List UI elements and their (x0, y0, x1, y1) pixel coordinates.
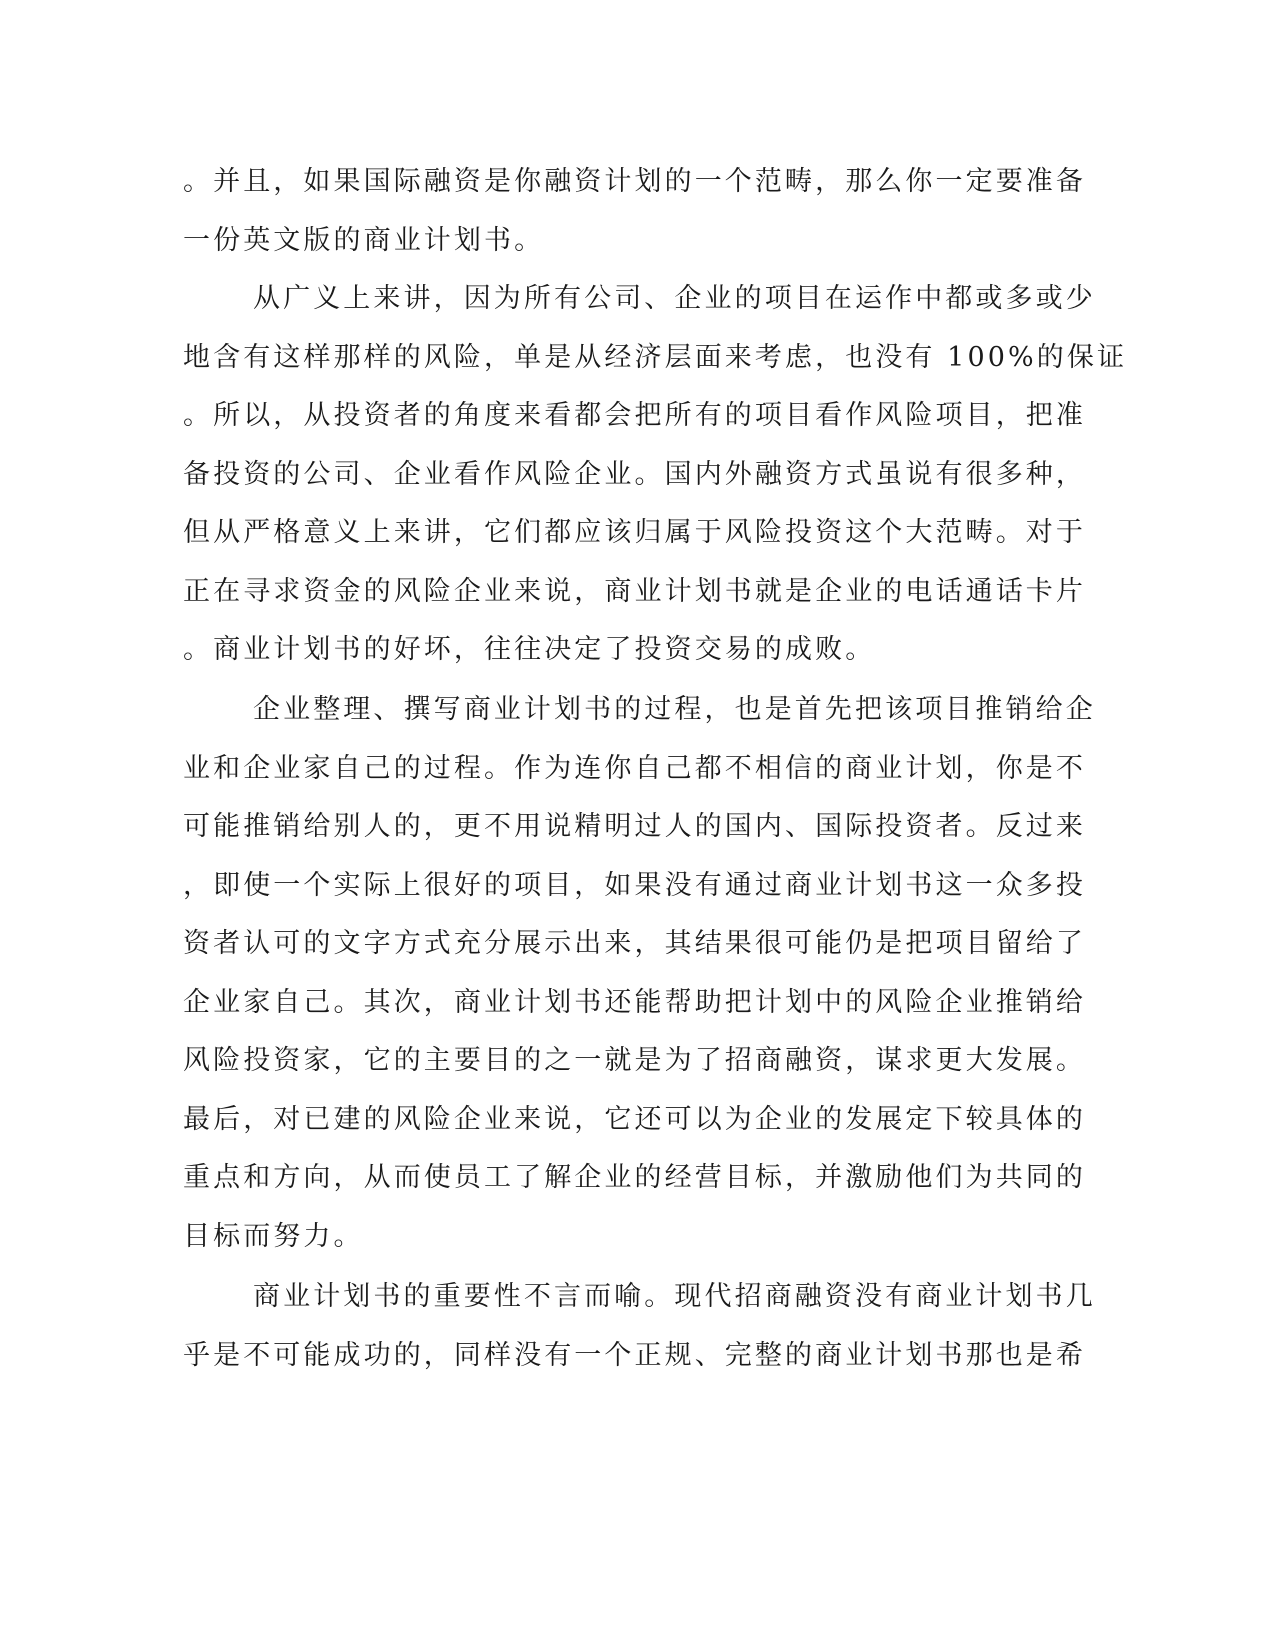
text-line: 。商业计划书的好坏，往往决定了投资交易的成败。 (183, 634, 876, 665)
paragraph-start-line: 商业计划书的重要性不言而喻。现代招商融资没有商业计划书几 (253, 1281, 1096, 1312)
text-line: 企业家自己。其次，商业计划书还能帮助把计划中的风险企业推销给 (183, 987, 1086, 1018)
text-line: 重点和方向，从而使员工了解企业的经营目标，并激励他们为共同的 (183, 1162, 1086, 1193)
text-line: ，即使一个实际上很好的项目，如果没有通过商业计划书这一众多投 (183, 870, 1086, 901)
text-line: 业和企业家自己的过程。作为连你自己都不相信的商业计划，你是不 (183, 753, 1086, 784)
text-line: 备投资的公司、企业看作风险企业。国内外融资方式虽说有很多种， (183, 459, 1086, 490)
text-line: 正在寻求资金的风险企业来说，商业计划书就是企业的电话通话卡片 (183, 576, 1086, 607)
text-line: 目标而努力。 (183, 1221, 364, 1252)
text-line: 。并且，如果国际融资是你融资计划的一个范畴，那么你一定要准备 (183, 166, 1086, 197)
text-line: 最后，对已建的风险企业来说，它还可以为企业的发展定下较具体的 (183, 1104, 1086, 1135)
text-line: 风险投资家，它的主要目的之一就是为了招商融资，谋求更大发展。 (183, 1045, 1086, 1076)
paragraph-start-line: 企业整理、撰写商业计划书的过程，也是首先把该项目推销给企 (253, 694, 1096, 725)
text-line: 乎是不可能成功的，同样没有一个正规、完整的商业计划书那也是希 (183, 1340, 1086, 1371)
paragraph-start-line: 从广义上来讲，因为所有公司、企业的项目在运作中都或多或少 (253, 283, 1096, 314)
text-line: 但从严格意义上来讲，它们都应该归属于风险投资这个大范畴。对于 (183, 517, 1086, 548)
text-line: 资者认可的文字方式充分展示出来，其结果很可能仍是把项目留给了 (183, 928, 1086, 959)
text-line: 可能推销给别人的，更不用说精明过人的国内、国际投资者。反过来 (183, 811, 1086, 842)
text-line: 。所以，从投资者的角度来看都会把所有的项目看作风险项目，把准 (183, 400, 1086, 431)
text-line: 地含有这样那样的风险，单是从经济层面来考虑，也没有 100%的保证 (183, 342, 1128, 373)
text-line: 一份英文版的商业计划书。 (183, 225, 545, 256)
